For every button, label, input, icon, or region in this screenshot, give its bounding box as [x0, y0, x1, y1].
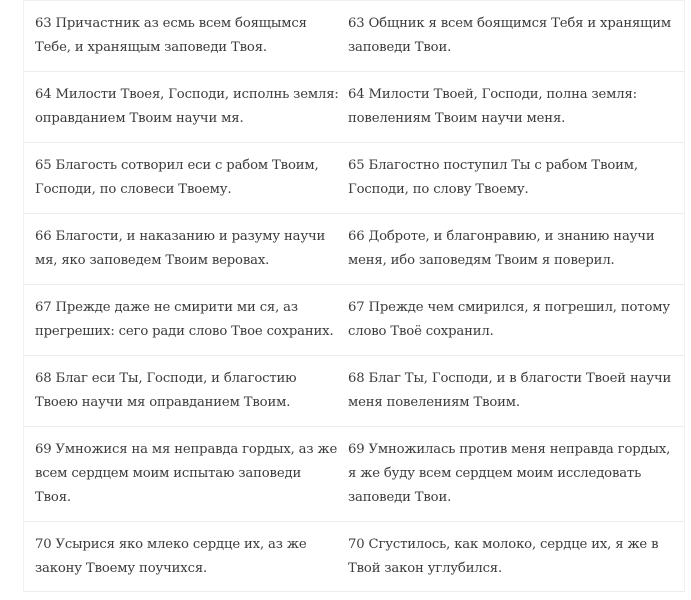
table-row — [24, 356, 684, 427]
verse-text: 65 Благость сотворил еси с рабом Твоим, Господи, по словеси Твоему. — [35, 158, 319, 197]
verse-text: 63 Причастник аз есмь всем боящымся Тебе, и хранящым заповеди Твоя. — [35, 16, 307, 55]
slavonic-cell — [24, 427, 348, 521]
verse-text: 66 Благости, и наказанию и разуму научи мя, яко заповедем Твоим веровах. — [35, 229, 326, 268]
table-row — [24, 285, 684, 356]
russian-cell — [348, 1, 684, 71]
verse-text: 69 Умножися на мя неправда гордых, аз же всем сердцем моим испытаю заповеди Твоя. — [35, 442, 338, 505]
russian-cell — [348, 72, 684, 142]
table-row — [24, 143, 684, 214]
slavonic-cell — [24, 143, 348, 213]
verse-text: 65 Благостно поступил Ты с рабом Твоим, Господи, по слову Твоему. — [348, 158, 638, 197]
russian-cell — [348, 143, 684, 213]
verse-text: 68 Благ еси Ты, Господи, и благостию Твоею научи мя оправданием Твоим. — [35, 371, 297, 410]
slavonic-cell — [24, 285, 348, 355]
table-row — [24, 72, 684, 143]
slavonic-cell — [24, 356, 348, 426]
slavonic-cell — [24, 1, 348, 71]
verse-text: 67 Прежде даже не смирити ми ся, аз прегреших: сего ради слово Твое сохраних. — [35, 300, 334, 339]
table-row — [24, 214, 684, 285]
slavonic-cell — [24, 214, 348, 284]
verse-text: 68 Благ Ты, Господи, и в благости Твоей научи меня повелениям Твоим. — [348, 371, 672, 410]
verse-text: 70 Сгустилось, как молоко, сердце их, я же в Твой закон углубился. — [348, 536, 659, 576]
verse-text: 64 Милости Твоей, Господи, полна земля: повелениям Твоим научи меня. — [348, 87, 637, 126]
verse-text: 64 Милости Твоея, Господи, исполнь земля: оправданием Твоим научи мя. — [35, 87, 339, 126]
table-row — [24, 427, 684, 522]
russian-cell — [348, 285, 684, 355]
slavonic-cell — [24, 72, 348, 142]
table-row — [24, 522, 684, 592]
verse-text: 67 Прежде чем смирился, я погрешил, потому слово Твоё сохранил. — [348, 300, 670, 339]
russian-cell — [348, 522, 684, 591]
russian-cell — [348, 356, 684, 426]
verse-comparison-table — [23, 0, 685, 592]
slavonic-cell — [24, 522, 348, 591]
verse-text: 69 Умножилась против меня неправда гордых, я же буду всем сердцем моим исследовать заповеди Твои. — [348, 442, 671, 505]
russian-cell — [348, 427, 684, 521]
table-row — [24, 0, 684, 72]
verse-text: 70 Усырися яко млеко сердце их, аз же закону Твоему поучихся. — [35, 536, 307, 576]
russian-cell — [348, 214, 684, 284]
verse-text: 63 Общник я всем боящимся Тебя и хранящим заповеди Твои. — [348, 16, 672, 55]
verse-text: 66 Доброте, и благонравию, и знанию научи меня, ибо заповедям Твоим я поверил. — [348, 229, 655, 268]
